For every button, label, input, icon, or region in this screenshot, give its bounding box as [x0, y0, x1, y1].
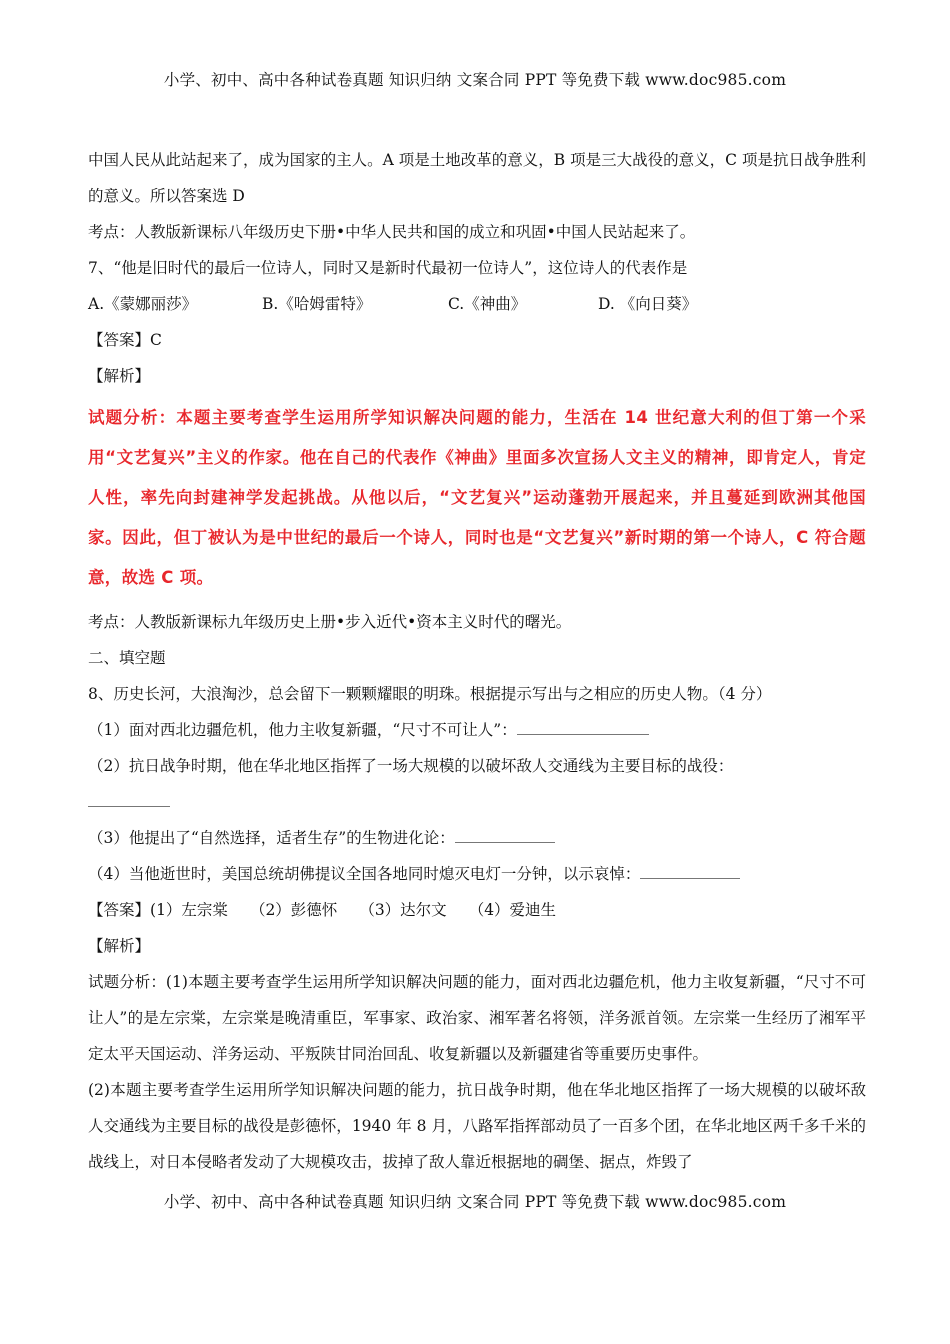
- q8-item-3: [88, 820, 866, 856]
- q8-answer-label: 【答案】: [88, 901, 151, 919]
- q8-item-1: [88, 712, 866, 748]
- q8-item-4: [88, 856, 866, 892]
- q8-item-2: （2）抗日战争时期，他在华北地区指挥了一场大规模的以破坏敌人交通线为主要目标的战役：: [88, 757, 734, 775]
- q8-jiexi-label: 【解析】: [88, 937, 151, 955]
- answer-blank[interactable]: [640, 860, 740, 879]
- q6-kaodian: 考点：人教版新课标八年级历史下册•中华人民共和国的成立和巩固•中国人民站起来了。: [88, 223, 696, 241]
- page-header: 小学、初中、高中各种试卷真题 知识归纳 文案合同 PPT 等免费下载 www.doc985.com: [163, 71, 787, 89]
- q6-explanation: 中国人民从此站起来了，成为国家的主人。A 项是土地改革的意义，B 项是三大战役的意义，C 项是抗日战争胜利的意义。所以答案选 D: [88, 151, 866, 205]
- q8-question: 8、历史长河，大浪淘沙，总会留下一颗颗耀眼的明珠。根据提示写出与之相应的历史人物。（4 分）: [88, 685, 772, 703]
- q8-item-4-text: （4）当他逝世时，美国总统胡佛提议全国各地同时熄灭电灯一分钟，以示哀悼：: [88, 865, 641, 883]
- q8-analysis-2: (2)本题主要考查学生运用所学知识解决问题的能力，抗日战争时期，他在华北地区指挥了一场大规模的以破坏敌人交通线为主要目标的战役是彭德怀，1940 年 8 月，八路军指挥部动员了一百多个团，在华北地区两千多千米的战线上，对日本侵略者发动了大规模攻击，拔掉了敌人靠近根据地的碉堡、据点，炸毁了: [88, 1081, 866, 1171]
- q7-jiexi-label: 【解析】: [88, 367, 151, 385]
- q7-option-a: A.《蒙娜丽莎》: [88, 295, 198, 313]
- section-title: 二、填空题: [88, 649, 166, 667]
- q7-options: [88, 286, 866, 322]
- q7-question: 7、“他是旧时代的最后一位诗人，同时又是新时代最初一位诗人”，这位诗人的代表作是: [88, 259, 688, 277]
- answer-blank[interactable]: [517, 716, 649, 735]
- q8-item-1-text: （1）面对西北边疆危机，他力主收复新疆，“尺寸不可让人”：: [88, 721, 517, 739]
- page-footer: 小学、初中、高中各种试卷真题 知识归纳 文案合同 PPT 等免费下载 www.doc985.com: [163, 1193, 787, 1211]
- page-content: [88, 142, 866, 1180]
- q7-answer: 【答案】C: [88, 331, 162, 349]
- q7-kaodian: 考点：人教版新课标九年级历史上册•步入近代•资本主义时代的曙光。: [88, 613, 572, 631]
- q8-answer-2: （2）彭德怀: [249, 901, 338, 919]
- q8-analysis-1: 试题分析：(1)本题主要考查学生运用所学知识解决问题的能力，面对西北边疆危机，他力主收复新疆，“尺寸不可让人”的是左宗棠，左宗棠是晚清重臣，军事家、政治家、湘军著名将领，洋务派首领。左宗棠一生经历了湘军平定太平天国运动、洋务运动、平叛陕甘同治回乱、收复新疆以及新疆建省等重要历史事件。: [88, 973, 866, 1063]
- q7-option-d: D. 《向日葵》: [598, 295, 698, 313]
- answer-blank[interactable]: [88, 788, 170, 807]
- q7-option-c: C.《神曲》: [448, 295, 527, 313]
- q8-answer-3: （3）达尔文: [359, 901, 447, 919]
- q8-answer: [88, 892, 866, 928]
- q8-item-2-blank-line: [88, 784, 866, 820]
- answer-blank[interactable]: [455, 824, 555, 843]
- q8-answer-4: （4）爱迪生: [468, 901, 557, 919]
- q8-item-3-text: （3）他提出了“自然选择，适者生存”的生物进化论：: [88, 829, 455, 847]
- q7-analysis: 试题分析：本题主要考查学生运用所学知识解决问题的能力，生活在 14 世纪意大利的但丁第一个采用“文艺复兴”主义的作家。他在自己的代表作《神曲》里面多次宣扬人文主义的精神，即肯定人，肯定人性，率先向封建神学发起挑战。从他以后，“文艺复兴”运动蓬勃开展起来，并且蔓延到欧洲其他国家。因此，但丁被认为是中世纪的最后一个诗人，同时也是“文艺复兴”新时期的第一个诗人，C 符合题意，故选 C 项。: [88, 408, 866, 587]
- q7-option-b: B.《哈姆雷特》: [262, 295, 372, 313]
- q8-answer-1: (1）左宗棠: [150, 901, 228, 919]
